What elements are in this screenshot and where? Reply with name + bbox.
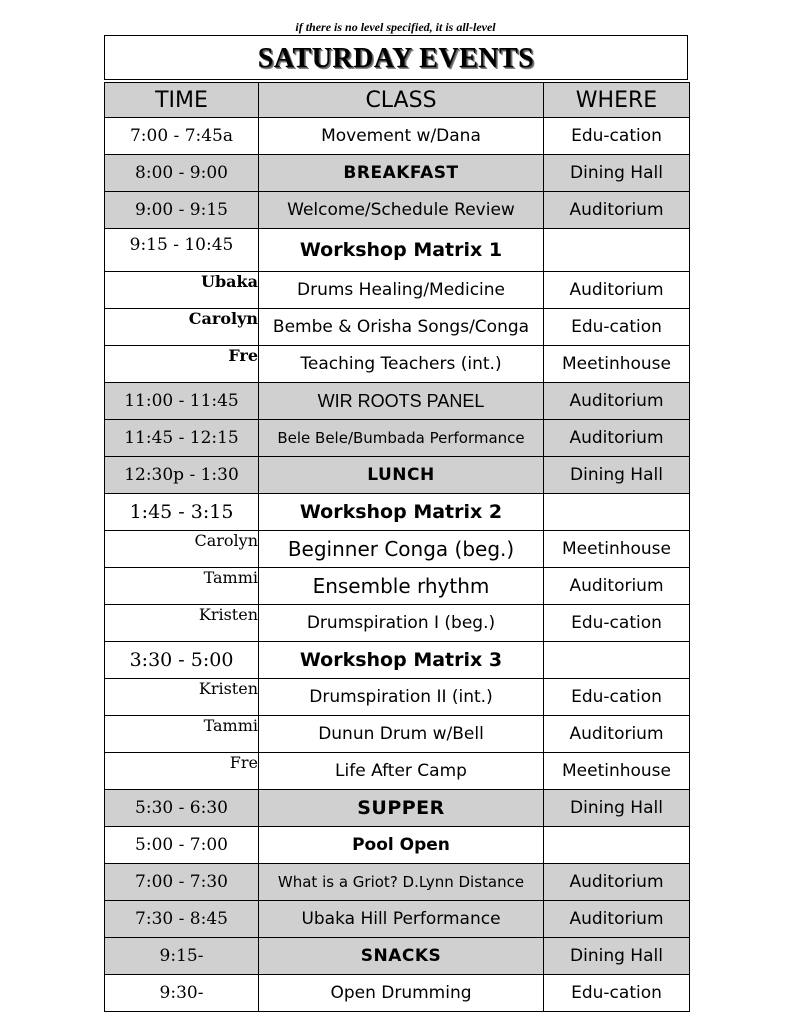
class-cell: Pool Open — [259, 827, 544, 864]
class-cell: Workshop Matrix 1 — [259, 229, 544, 272]
where-cell: Dining Hall — [544, 155, 690, 192]
table-row — [105, 383, 690, 420]
class-cell: SNACKS — [259, 938, 544, 975]
where-cell: Edu-cation — [544, 309, 690, 346]
table-row — [105, 531, 690, 568]
schedule-table — [104, 82, 690, 1012]
time-cell: 9:30- — [105, 975, 259, 1012]
page-title: SATURDAY EVENTS — [104, 35, 688, 80]
table-row — [105, 753, 690, 790]
table-row — [105, 716, 690, 753]
class-cell: Drums Healing/Medicine — [259, 272, 544, 309]
class-cell: SUPPER — [259, 790, 544, 827]
table-row — [105, 605, 690, 642]
table-row — [105, 938, 690, 975]
time-cell: 1:45 - 3:15 — [105, 494, 259, 531]
where-cell: Edu-cation — [544, 679, 690, 716]
class-cell: What is a Griot? D.Lynn Distance — [259, 864, 544, 901]
time-cell: 3:30 - 5:00 — [105, 642, 259, 679]
time-cell: 12:30p - 1:30 — [105, 457, 259, 494]
where-cell — [544, 494, 690, 531]
time-cell: 5:00 - 7:00 — [105, 827, 259, 864]
instructor-cell: Carolyn — [105, 309, 259, 346]
class-cell: Teaching Teachers (int.) — [259, 346, 544, 383]
time-cell: 7:30 - 8:45 — [105, 901, 259, 938]
instructor-cell: Kristen — [105, 605, 259, 642]
class-cell: Drumspiration I (beg.) — [259, 605, 544, 642]
header-class: CLASS — [259, 83, 544, 118]
table-row — [105, 192, 690, 229]
class-cell: Ensemble rhythm — [259, 568, 544, 605]
instructor-cell: Tammi — [105, 716, 259, 753]
time-cell: 7:00 - 7:45a — [105, 118, 259, 155]
table-row — [105, 975, 690, 1012]
instructor-cell: Kristen — [105, 679, 259, 716]
instructor-cell: Fre — [105, 753, 259, 790]
where-cell: Dining Hall — [544, 790, 690, 827]
where-cell: Auditorium — [544, 864, 690, 901]
table-row — [105, 642, 690, 679]
where-cell: Auditorium — [544, 272, 690, 309]
class-cell: Workshop Matrix 3 — [259, 642, 544, 679]
level-note: if there is no level specified, it is all-level — [295, 20, 496, 34]
header-row — [105, 83, 690, 118]
where-cell: Dining Hall — [544, 457, 690, 494]
class-cell: Life After Camp — [259, 753, 544, 790]
instructor-cell: Tammi — [105, 568, 259, 605]
time-cell: 5:30 - 6:30 — [105, 790, 259, 827]
table-row — [105, 568, 690, 605]
where-cell — [544, 229, 690, 272]
class-cell: BREAKFAST — [259, 155, 544, 192]
class-cell: Ubaka Hill Performance — [259, 901, 544, 938]
where-cell: Edu-cation — [544, 118, 690, 155]
where-cell: Auditorium — [544, 383, 690, 420]
table-row — [105, 118, 690, 155]
instructor-cell: Fre — [105, 346, 259, 383]
time-cell: 8:00 - 9:00 — [105, 155, 259, 192]
where-cell: Edu-cation — [544, 975, 690, 1012]
class-cell: Dunun Drum w/Bell — [259, 716, 544, 753]
time-cell: 9:15 - 10:45 — [105, 229, 259, 272]
table-row — [105, 679, 690, 716]
table-row — [105, 420, 690, 457]
table-row — [105, 272, 690, 309]
where-cell: Meetinhouse — [544, 531, 690, 568]
where-cell: Meetinhouse — [544, 753, 690, 790]
class-cell: Beginner Conga (beg.) — [259, 531, 544, 568]
class-cell: LUNCH — [259, 457, 544, 494]
table-row — [105, 864, 690, 901]
instructor-cell: Ubaka — [105, 272, 259, 309]
where-cell: Auditorium — [544, 568, 690, 605]
where-cell: Auditorium — [544, 901, 690, 938]
header-time: TIME — [105, 83, 259, 118]
class-cell: Movement w/Dana — [259, 118, 544, 155]
where-cell: Auditorium — [544, 420, 690, 457]
time-cell: 11:45 - 12:15 — [105, 420, 259, 457]
where-cell: Edu-cation — [544, 605, 690, 642]
table-row — [105, 155, 690, 192]
where-cell: Auditorium — [544, 192, 690, 229]
table-row — [105, 346, 690, 383]
table-row — [105, 309, 690, 346]
class-cell: Bele Bele/Bumbada Performance — [259, 420, 544, 457]
time-cell: 7:00 - 7:30 — [105, 864, 259, 901]
table-row — [105, 827, 690, 864]
class-cell: WIR ROOTS PANEL — [259, 383, 544, 420]
where-cell: Meetinhouse — [544, 346, 690, 383]
where-cell: Auditorium — [544, 716, 690, 753]
header-where: WHERE — [544, 83, 690, 118]
class-cell: Welcome/Schedule Review — [259, 192, 544, 229]
where-cell: Dining Hall — [544, 938, 690, 975]
class-cell: Open Drumming — [259, 975, 544, 1012]
where-cell — [544, 642, 690, 679]
table-row — [105, 229, 690, 272]
class-cell: Workshop Matrix 2 — [259, 494, 544, 531]
table-row — [105, 457, 690, 494]
class-cell: Drumspiration II (int.) — [259, 679, 544, 716]
where-cell — [544, 827, 690, 864]
class-cell: Bembe & Orisha Songs/Conga — [259, 309, 544, 346]
instructor-cell: Carolyn — [105, 531, 259, 568]
table-row — [105, 901, 690, 938]
time-cell: 11:00 - 11:45 — [105, 383, 259, 420]
time-cell: 9:15- — [105, 938, 259, 975]
table-row — [105, 790, 690, 827]
time-cell: 9:00 - 9:15 — [105, 192, 259, 229]
table-row — [105, 494, 690, 531]
